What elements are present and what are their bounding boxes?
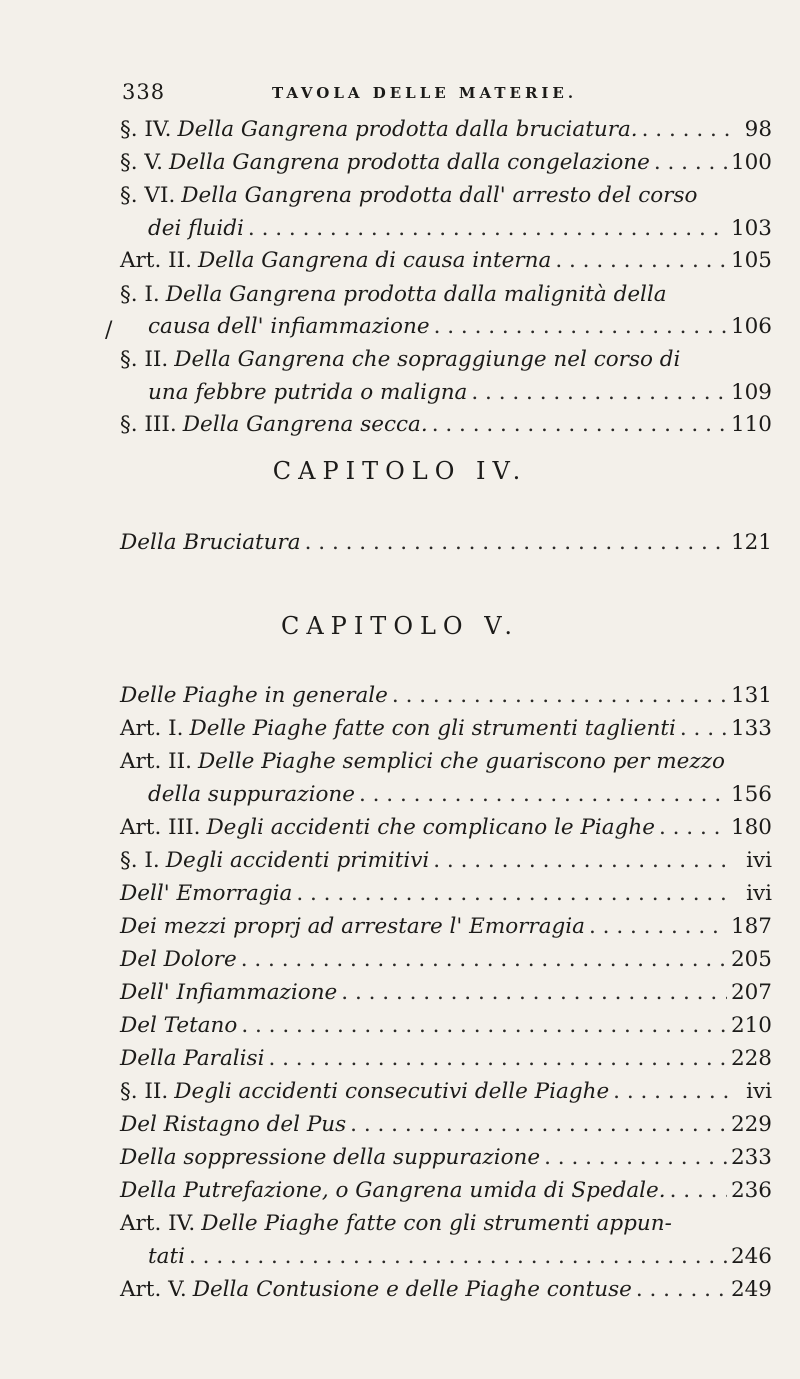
entry-title: Della Putrefazione, o Gangrena umida di Spedale. bbox=[120, 1178, 666, 1203]
entry-title: Della Gangrena di causa interna bbox=[197, 248, 552, 273]
toc-entry-continuation bbox=[148, 782, 772, 812]
toc-entry-continuation bbox=[148, 1244, 772, 1274]
entry-title: Della Contusione e delle Piaghe contuse bbox=[192, 1277, 632, 1302]
toc-entry bbox=[120, 1013, 772, 1043]
leader-dots bbox=[659, 815, 727, 840]
entry-title: Dei mezzi proprj ad arrestare l' Emorragia bbox=[120, 914, 585, 939]
entry-page: 105 bbox=[730, 248, 772, 273]
entry-page: 110 bbox=[730, 412, 772, 437]
entry-title: Della Gangrena prodotta dalla malignità della bbox=[165, 282, 667, 307]
leader-dots bbox=[680, 716, 727, 741]
entry-marker: Art. V. bbox=[120, 1277, 187, 1302]
toc-entry bbox=[120, 530, 772, 560]
entry-marker: §. III. bbox=[120, 412, 177, 437]
toc-entry bbox=[120, 150, 772, 180]
entry-page: 100 bbox=[730, 150, 772, 175]
chapter-heading-v: CAPITOLO V. bbox=[280, 612, 519, 640]
entry-title: Del Tetano bbox=[120, 1013, 238, 1038]
chapter-heading-iv: CAPITOLO IV. bbox=[272, 457, 528, 485]
toc-entry bbox=[120, 749, 772, 779]
leader-dots bbox=[654, 150, 727, 175]
leader-dots bbox=[248, 216, 727, 241]
entry-title: causa dell' infiammazione bbox=[148, 314, 430, 339]
leader-dots bbox=[636, 1277, 727, 1302]
leader-dots bbox=[555, 248, 727, 273]
leader-dots bbox=[305, 530, 727, 555]
leader-dots bbox=[670, 1178, 727, 1203]
entry-marker: §. I. bbox=[120, 848, 160, 873]
toc-entry-continuation bbox=[148, 380, 772, 410]
entry-page: 236 bbox=[730, 1178, 772, 1203]
entry-title: Delle Piaghe in generale bbox=[120, 683, 388, 708]
toc-entry bbox=[120, 716, 772, 746]
entry-title: Delle Piaghe fatte con gli strumenti appun- bbox=[201, 1211, 672, 1236]
entry-title: dei fluidi bbox=[148, 216, 244, 241]
entry-marker: Art. II. bbox=[120, 248, 192, 273]
entry-title: Della Bruciatura bbox=[120, 530, 301, 555]
toc-entry bbox=[120, 980, 772, 1010]
toc-entry bbox=[120, 1046, 772, 1076]
leader-dots bbox=[434, 314, 727, 339]
leader-dots bbox=[613, 1079, 730, 1104]
toc-entry bbox=[120, 183, 772, 213]
toc-entry bbox=[120, 815, 772, 845]
toc-entry bbox=[120, 347, 772, 377]
entry-page: ivi bbox=[746, 1079, 772, 1104]
toc-entry bbox=[120, 1112, 772, 1142]
entry-title: Degli accidenti primitivi bbox=[165, 848, 430, 873]
leader-dots bbox=[350, 1112, 727, 1137]
entry-page: 109 bbox=[730, 380, 772, 405]
entry-page: 133 bbox=[730, 716, 772, 741]
entry-page: 210 bbox=[730, 1013, 772, 1038]
leader-dots bbox=[189, 1244, 727, 1269]
page-number: 338 bbox=[122, 80, 166, 104]
entry-marker: Art. IV. bbox=[120, 1211, 196, 1236]
toc-entry-continuation bbox=[148, 314, 772, 344]
entry-page: 187 bbox=[730, 914, 772, 939]
entry-title: Delle Piaghe fatte con gli strumenti taglienti bbox=[189, 716, 676, 741]
leader-dots bbox=[341, 980, 727, 1005]
entry-title: Della Paralisi bbox=[120, 1046, 265, 1071]
entry-marker: §. VI. bbox=[120, 183, 176, 208]
toc-entry bbox=[120, 914, 772, 944]
entry-marker: Art. III. bbox=[120, 815, 201, 840]
toc-entry bbox=[120, 1178, 772, 1208]
leader-dots bbox=[432, 412, 727, 437]
running-title: TAVOLA DELLE MATERIE. bbox=[272, 84, 578, 102]
leader-dots bbox=[589, 914, 727, 939]
leader-dots bbox=[392, 683, 727, 708]
entry-title: Degli accidenti consecutivi delle Piaghe bbox=[174, 1079, 610, 1104]
entry-title: Della Gangrena secca. bbox=[182, 412, 428, 437]
entry-marker: Art. I. bbox=[120, 716, 184, 741]
toc-entry bbox=[120, 1145, 772, 1175]
leader-dots bbox=[471, 380, 727, 405]
entry-marker: §. II. bbox=[120, 347, 169, 372]
entry-page: 249 bbox=[730, 1277, 772, 1302]
entry-title: Dell' Infiammazione bbox=[120, 980, 338, 1005]
toc-entry bbox=[120, 947, 772, 977]
entry-page: 205 bbox=[730, 947, 772, 972]
margin-mark: / bbox=[105, 318, 113, 343]
entry-page: 180 bbox=[730, 815, 772, 840]
toc-entry bbox=[120, 248, 772, 278]
toc-entry bbox=[120, 117, 772, 147]
leader-dots bbox=[241, 947, 727, 972]
entry-title: Del Ristagno del Pus bbox=[120, 1112, 347, 1137]
entry-marker: §. I. bbox=[120, 282, 160, 307]
toc-entry bbox=[120, 282, 772, 312]
toc-entry bbox=[120, 848, 772, 878]
entry-marker: §. II. bbox=[120, 1079, 169, 1104]
entry-title: Degli accidenti che complicano le Piaghe bbox=[206, 815, 655, 840]
entry-marker: Art. II. bbox=[120, 749, 192, 774]
entry-marker: §. IV. bbox=[120, 117, 172, 142]
entry-title: Dell' Emorragia bbox=[120, 881, 293, 906]
toc-entry bbox=[120, 412, 772, 442]
entry-title: della suppurazione bbox=[148, 782, 355, 807]
toc-entry bbox=[120, 1277, 772, 1307]
entry-page: 121 bbox=[730, 530, 772, 555]
entry-marker: §. V. bbox=[120, 150, 164, 175]
entry-page: 207 bbox=[730, 980, 772, 1005]
leader-dots bbox=[268, 1046, 727, 1071]
entry-title: Della Gangrena prodotta dalla congelazione bbox=[169, 150, 650, 175]
entry-page: 233 bbox=[730, 1145, 772, 1170]
entry-page: ivi bbox=[746, 848, 772, 873]
entry-title: Del Dolore bbox=[120, 947, 237, 972]
entry-page: 103 bbox=[730, 216, 772, 241]
toc-entry-continuation bbox=[148, 216, 772, 246]
entry-page: 106 bbox=[730, 314, 772, 339]
leader-dots bbox=[433, 848, 730, 873]
leader-dots bbox=[241, 1013, 727, 1038]
entry-title: Della soppressione della suppurazione bbox=[120, 1145, 541, 1170]
entry-title: Della Gangrena prodotta dall' arresto del corso bbox=[181, 183, 698, 208]
leader-dots bbox=[296, 881, 730, 906]
entry-title: una febbre putrida o maligna bbox=[148, 380, 468, 405]
entry-page: 131 bbox=[730, 683, 772, 708]
entry-title: tati bbox=[148, 1244, 185, 1269]
leader-dots bbox=[544, 1145, 727, 1170]
entry-title: Della Gangrena che sopraggiunge nel corso di bbox=[174, 347, 681, 372]
leader-dots bbox=[642, 117, 730, 142]
entry-page: 228 bbox=[730, 1046, 772, 1071]
entry-page: 156 bbox=[730, 782, 772, 807]
toc-entry bbox=[120, 1211, 772, 1241]
entry-page: 246 bbox=[730, 1244, 772, 1269]
toc-entry bbox=[120, 1079, 772, 1109]
leader-dots bbox=[359, 782, 727, 807]
toc-entry bbox=[120, 881, 772, 911]
entry-page: ivi bbox=[746, 881, 772, 906]
entry-title: Della Gangrena prodotta dalla bruciatura. bbox=[177, 117, 638, 142]
entry-page: 98 bbox=[744, 117, 772, 142]
entry-title: Delle Piaghe semplici che guariscono per mezzo bbox=[197, 749, 725, 774]
toc-entry bbox=[120, 683, 772, 713]
page-header bbox=[122, 80, 682, 104]
entry-page: 229 bbox=[730, 1112, 772, 1137]
